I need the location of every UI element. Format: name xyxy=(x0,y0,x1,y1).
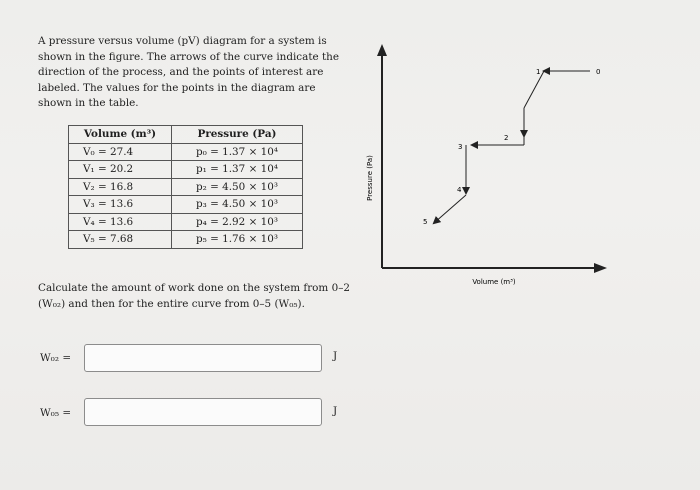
question-text: Calculate the amount of work done on the system from 0–2 (W₀₂) and then for the entire curve from 0–5 (W₀₅). xyxy=(38,282,351,310)
values-table xyxy=(68,125,303,249)
volume-cell: V₃ = 13.6 xyxy=(69,196,172,214)
point-label-5: 5 xyxy=(423,218,428,226)
y-axis-arrow-icon xyxy=(377,44,387,56)
w05-input[interactable] xyxy=(84,398,322,426)
pv-diagram xyxy=(360,40,640,300)
point-label-0: 0 xyxy=(596,68,601,76)
volume-header: Volume (m³) xyxy=(69,126,172,144)
pressure-cell: p₁ = 1.37 × 10⁴ xyxy=(172,161,303,179)
w02-label: W₀₂ = xyxy=(40,352,72,364)
x-axis-arrow-icon xyxy=(594,263,607,273)
point-label-1: 1 xyxy=(536,68,541,76)
table-row xyxy=(69,161,303,179)
table-header-row xyxy=(69,126,303,144)
table-row xyxy=(69,196,303,214)
x-axis-label: Volume (m³) xyxy=(472,278,516,286)
pressure-cell: p₃ = 4.50 × 10³ xyxy=(172,196,303,214)
pressure-cell: p₅ = 1.76 × 10³ xyxy=(172,231,303,249)
segment-4-5 xyxy=(434,195,466,223)
pressure-cell: p₄ = 2.92 × 10³ xyxy=(172,213,303,231)
pressure-header: Pressure (Pa) xyxy=(172,126,303,144)
table-row xyxy=(69,213,303,231)
pressure-cell: p₀ = 1.37 × 10⁴ xyxy=(172,143,303,161)
volume-cell: V₀ = 27.4 xyxy=(69,143,172,161)
w05-label: W₀₅ = xyxy=(40,407,72,419)
point-label-4: 4 xyxy=(457,186,462,194)
point-label-3: 3 xyxy=(458,143,463,151)
y-axis-label: Pressure (Pa) xyxy=(366,155,374,201)
segment-1-2-a xyxy=(524,71,544,108)
problem-intro: A pressure versus volume (pV) diagram for a system is shown in the figure. The arrows of the curve indicate the direction of the process, and the points of interest are labeled. The values for the points in the diagram are shown in the table. xyxy=(38,35,339,109)
table-row xyxy=(69,231,303,249)
table-row xyxy=(69,178,303,196)
w05-unit: J xyxy=(333,405,338,417)
w02-input[interactable] xyxy=(84,344,322,372)
table-row xyxy=(69,143,303,161)
point-label-2: 2 xyxy=(504,134,509,142)
volume-cell: V₁ = 20.2 xyxy=(69,161,172,179)
pressure-cell: p₂ = 4.50 × 10³ xyxy=(172,178,303,196)
w02-unit: J xyxy=(333,350,338,362)
volume-cell: V₄ = 13.6 xyxy=(69,213,172,231)
volume-cell: V₂ = 16.8 xyxy=(69,178,172,196)
volume-cell: V₅ = 7.68 xyxy=(69,231,172,249)
